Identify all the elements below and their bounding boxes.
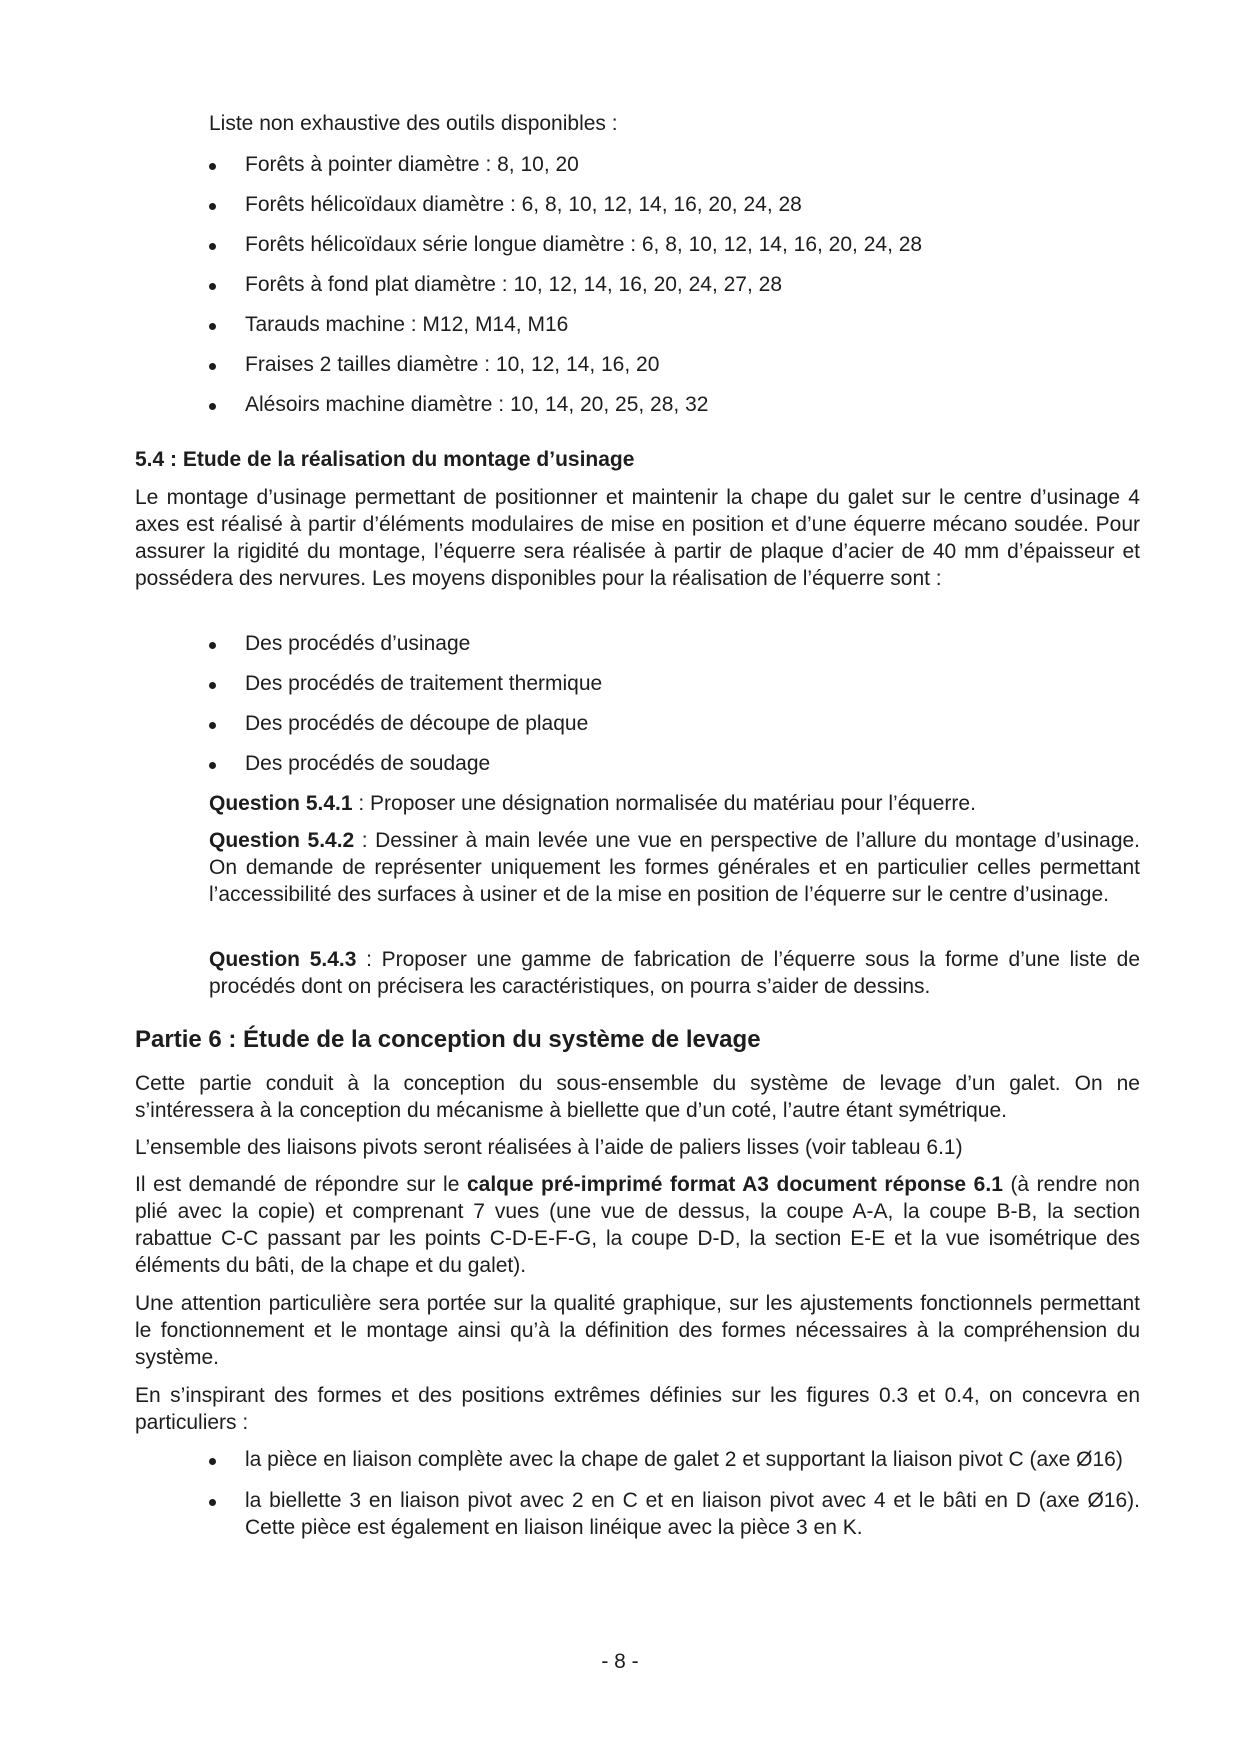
paragraph-text: (à rendre non plié avec la copie) et comprenant 7 vues (une vue de dessus, la coupe A-A, la coupe B-B, la section rabattue C-C passant par les points C-D-E-F-G, la coupe D-D, la section E-E et la vue isométrique des éléments du bâti, de la chape et du galet). — [135, 1173, 1140, 1277]
partie-6-paragraph-3 — [135, 1171, 1140, 1279]
question-label: Question 5.4.3 — [209, 948, 357, 971]
list-item: Tarauds machine : M12, M14, M16 — [209, 311, 922, 351]
question-5-4-1 — [209, 790, 1140, 817]
question-5-4-2 — [209, 827, 1140, 908]
partie-6-title: Partie 6 : Étude de la conception du système de levage — [135, 1026, 761, 1053]
list-item: Des procédés de traitement thermique — [209, 670, 602, 710]
question-text: : Proposer une gamme de fabrication de l’équerre sous la forme d’une liste de procédés dont on précisera les caractéristiques, on pourra s’aider de dessins. — [209, 948, 1140, 998]
partie-6-paragraph-4: Une attention particulière sera portée sur la qualité graphique, sur les ajustements fonctionnels permettant le fonctionnement et le montage ainsi qu’à la définition des formes nécessaires à la compréhension du système. — [135, 1292, 1140, 1369]
list-item: Des procédés de soudage — [209, 750, 602, 790]
list-item: la biellette 3 en liaison pivot avec 2 en C et en liaison pivot avec 4 et le bâti en D (axe Ø16). Cette pièce est également en liaison linéique avec la pièce 3 en K. — [209, 1487, 1140, 1541]
list-item: Forêts hélicoïdaux diamètre : 6, 8, 10, 12, 14, 16, 20, 24, 28 — [209, 191, 922, 231]
list-item: Forêts à pointer diamètre : 8, 10, 20 — [209, 151, 922, 191]
list-item: la pièce en liaison complète avec la chape de galet 2 et supportant la liaison pivot C (axe Ø16) — [209, 1446, 1140, 1473]
partie-6-paragraph-5: En s’inspirant des formes et des positions extrêmes définies sur les figures 0.3 et 0.4, on concevra en particuliers : — [135, 1384, 1140, 1434]
means-list — [209, 630, 602, 790]
tools-intro: Liste non exhaustive des outils disponibles : — [209, 112, 618, 135]
list-item: Forêts hélicoïdaux série longue diamètre : 6, 8, 10, 12, 14, 16, 20, 24, 28 — [209, 231, 922, 271]
question-text: : Dessiner à main levée une vue en perspective de l’allure du montage d’usinage. On demande de représenter uniquement les formes générales et en particulier celles permettant l’accessibilité des surfaces à usiner et de la mise en position de l’équerre sur le centre d’usinage. — [209, 829, 1141, 906]
tools-list — [209, 151, 922, 431]
partie-6-paragraph-1: Cette partie conduit à la conception du sous-ensemble du système de levage d’un galet. On ne s’intéressera à la conception du mécanisme à biellette que d’un coté, l’autre étant symétrique. — [135, 1072, 1140, 1122]
list-item: Fraises 2 tailles diamètre : 10, 12, 14, 16, 20 — [209, 351, 922, 391]
paragraph-emphasis: calque pré-imprimé format A3 document réponse 6.1 — [466, 1173, 1003, 1196]
section-5-4-title: 5.4 : Etude de la réalisation du montage d’usinage — [135, 448, 635, 471]
question-label: Question 5.4.1 — [209, 792, 353, 815]
page-number: - 8 - — [601, 1650, 639, 1673]
design-items-list — [209, 1446, 1140, 1555]
question-text: : Proposer une désignation normalisée du matériau pour l’équerre. — [352, 792, 976, 815]
list-item: Forêts à fond plat diamètre : 10, 12, 14, 16, 20, 24, 27, 28 — [209, 271, 922, 311]
section-5-4-paragraph: Le montage d’usinage permettant de positionner et maintenir la chape du galet sur le centre d’usinage 4 axes est réalisé à partir d’éléments modulaires de mise en position et d’une équerre mécano soudée. Pour assurer la rigidité du montage, l’équerre sera réalisée à partir de plaque d’acier de 40 mm d’épaisseur et possédera des nervures. Les moyens disponibles pour la réalisation de l’équerre sont : — [135, 486, 1140, 590]
list-item: Des procédés d’usinage — [209, 630, 602, 670]
paragraph-text: Il est demandé de répondre sur le — [135, 1173, 467, 1196]
list-item: Des procédés de découpe de plaque — [209, 710, 602, 750]
question-5-4-3 — [209, 946, 1140, 1000]
list-item: Alésoirs machine diamètre : 10, 14, 20, 25, 28, 32 — [209, 391, 922, 431]
question-label: Question 5.4.2 — [209, 829, 355, 852]
partie-6-paragraph-2: L’ensemble des liaisons pivots seront réalisées à l’aide de paliers lisses (voir tableau 6.1) — [135, 1136, 963, 1159]
